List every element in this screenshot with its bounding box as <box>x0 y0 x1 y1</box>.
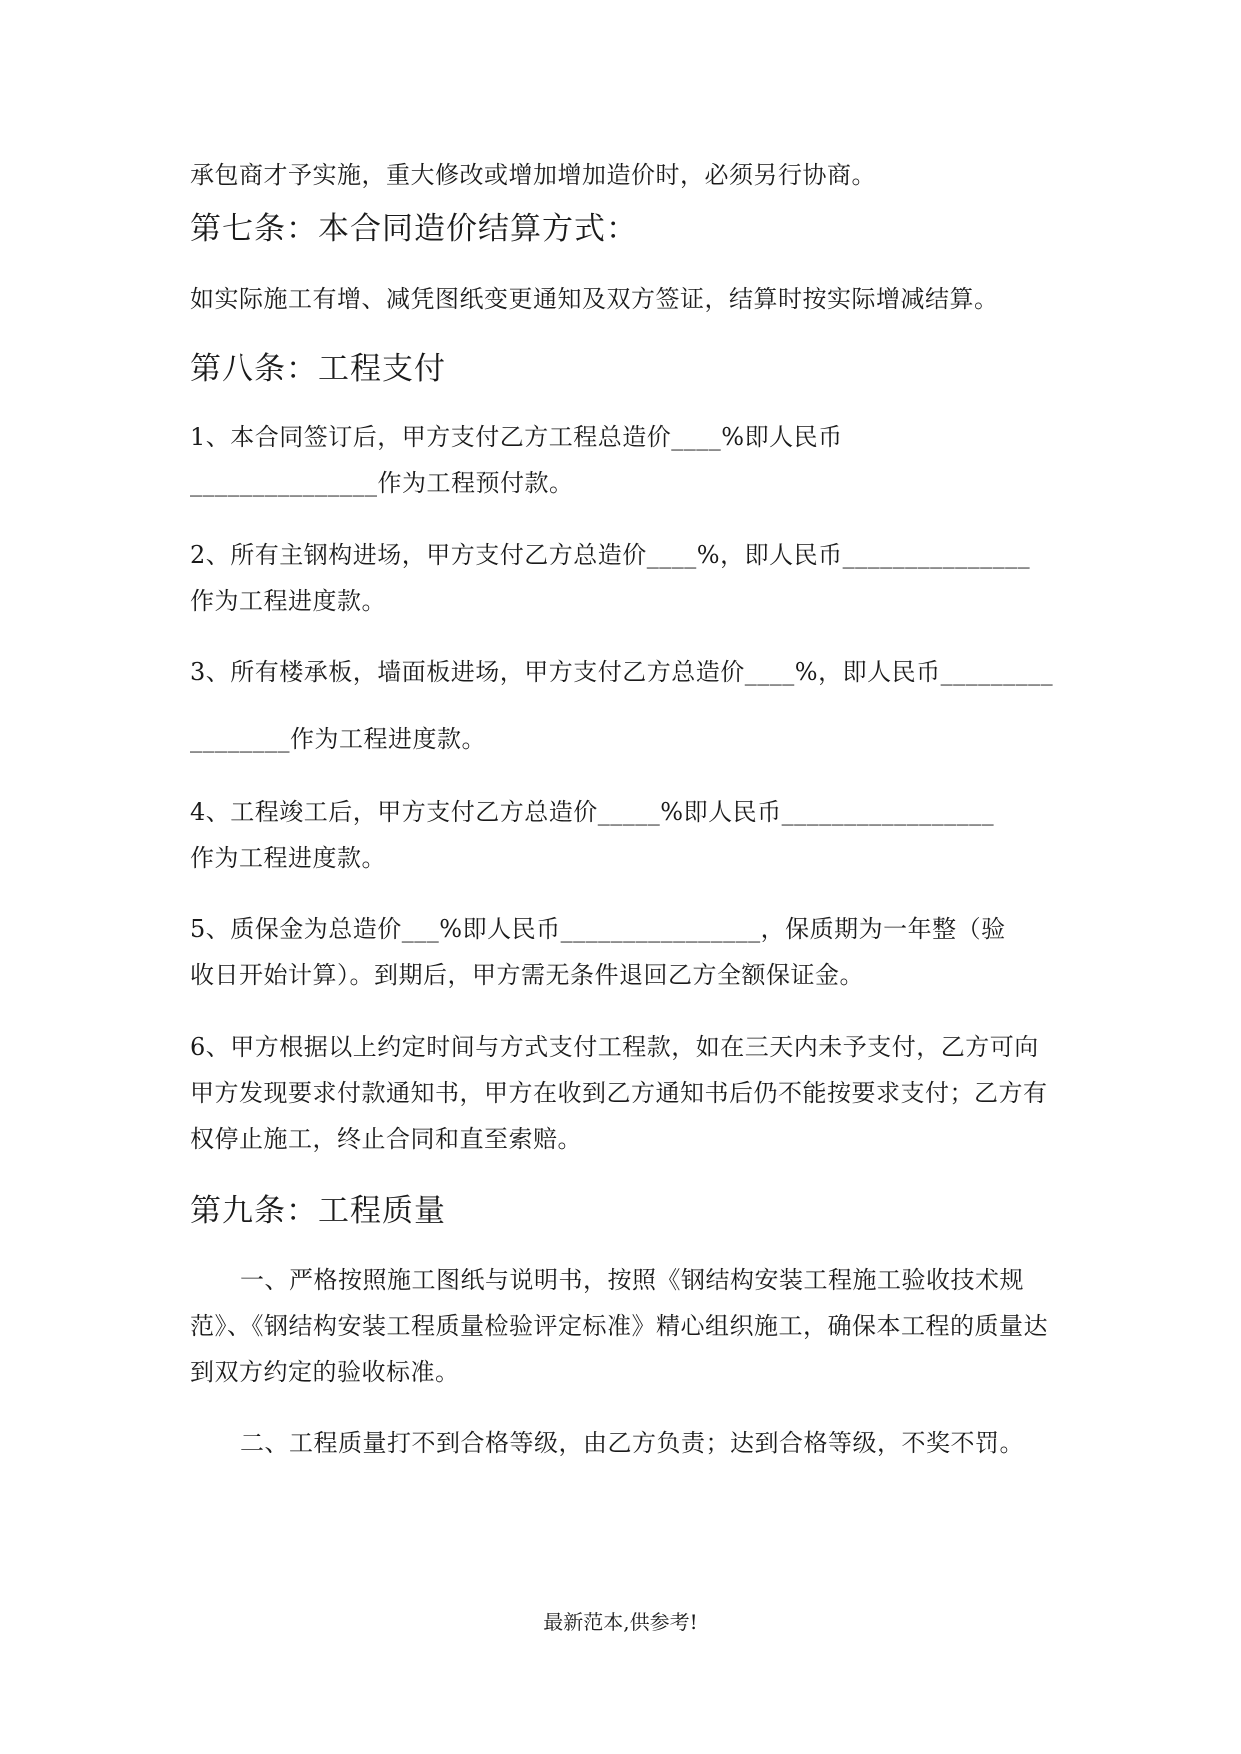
payment-item-3: 3、所有楼承板，墙面板进场，甲方支付乙方总造价____%，即人民币_________ <box>190 658 1054 686</box>
page-footer: 最新范本,供参考! <box>543 1610 698 1634</box>
article-7-heading: 第七条：本合同造价结算方式： <box>190 211 638 247</box>
payment-item-4: 4、工程竣工后，甲方支付乙方总造价_____%即人民币_________________ <box>190 798 995 826</box>
article-9-heading: 第九条：工程质量 <box>190 1193 446 1229</box>
payment-item-3-cont: ________作为工程进度款。 <box>190 725 486 753</box>
article-8-heading: 第八条：工程支付 <box>190 351 446 387</box>
payment-item-2: 2、所有主钢构进场，甲方支付乙方总造价____%，即人民币_______________ <box>190 541 1031 569</box>
payment-item-6-cont-1: 甲方发现要求付款通知书，甲方在收到乙方通知书后仍不能按要求支付；乙方有 <box>190 1079 1048 1107</box>
quality-item-2: 二、工程质量打不到合格等级，由乙方负责；达到合格等级，不奖不罚。 <box>240 1429 1024 1457</box>
payment-item-5: 5、质保金为总造价___%即人民币________________，保质期为一年整（验 <box>190 915 1006 943</box>
payment-item-1: 1、本合同签订后，甲方支付乙方工程总造价____%即人民币 <box>190 423 843 451</box>
quality-item-1-cont-1: 范》、《钢结构安装工程质量检验评定标准》精心组织施工，确保本工程的质量达 <box>190 1312 1048 1340</box>
payment-item-6-cont-2: 权停止施工，终止合同和直至索赔。 <box>190 1125 582 1153</box>
payment-item-4-cont: 作为工程进度款。 <box>190 844 386 872</box>
quality-item-1-cont-2: 到双方约定的验收标准。 <box>190 1358 460 1386</box>
quality-item-1: 一、严格按照施工图纸与说明书，按照《钢结构安装工程施工验收技术规 <box>240 1266 1024 1294</box>
payment-item-5-cont: 收日开始计算）。到期后，甲方需无条件退回乙方全额保证金。 <box>190 961 864 989</box>
paragraph-line: 承包商才予实施，重大修改或增加增加造价时，必须另行协商。 <box>190 161 876 189</box>
payment-item-2-cont: 作为工程进度款。 <box>190 587 386 615</box>
payment-item-6: 6、甲方根据以上约定时间与方式支付工程款，如在三天内未予支付，乙方可向 <box>190 1033 1039 1061</box>
payment-item-1-cont: _______________作为工程预付款。 <box>190 469 574 497</box>
paragraph-line: 如实际施工有增、减凭图纸变更通知及双方签证，结算时按实际增减结算。 <box>190 285 999 313</box>
